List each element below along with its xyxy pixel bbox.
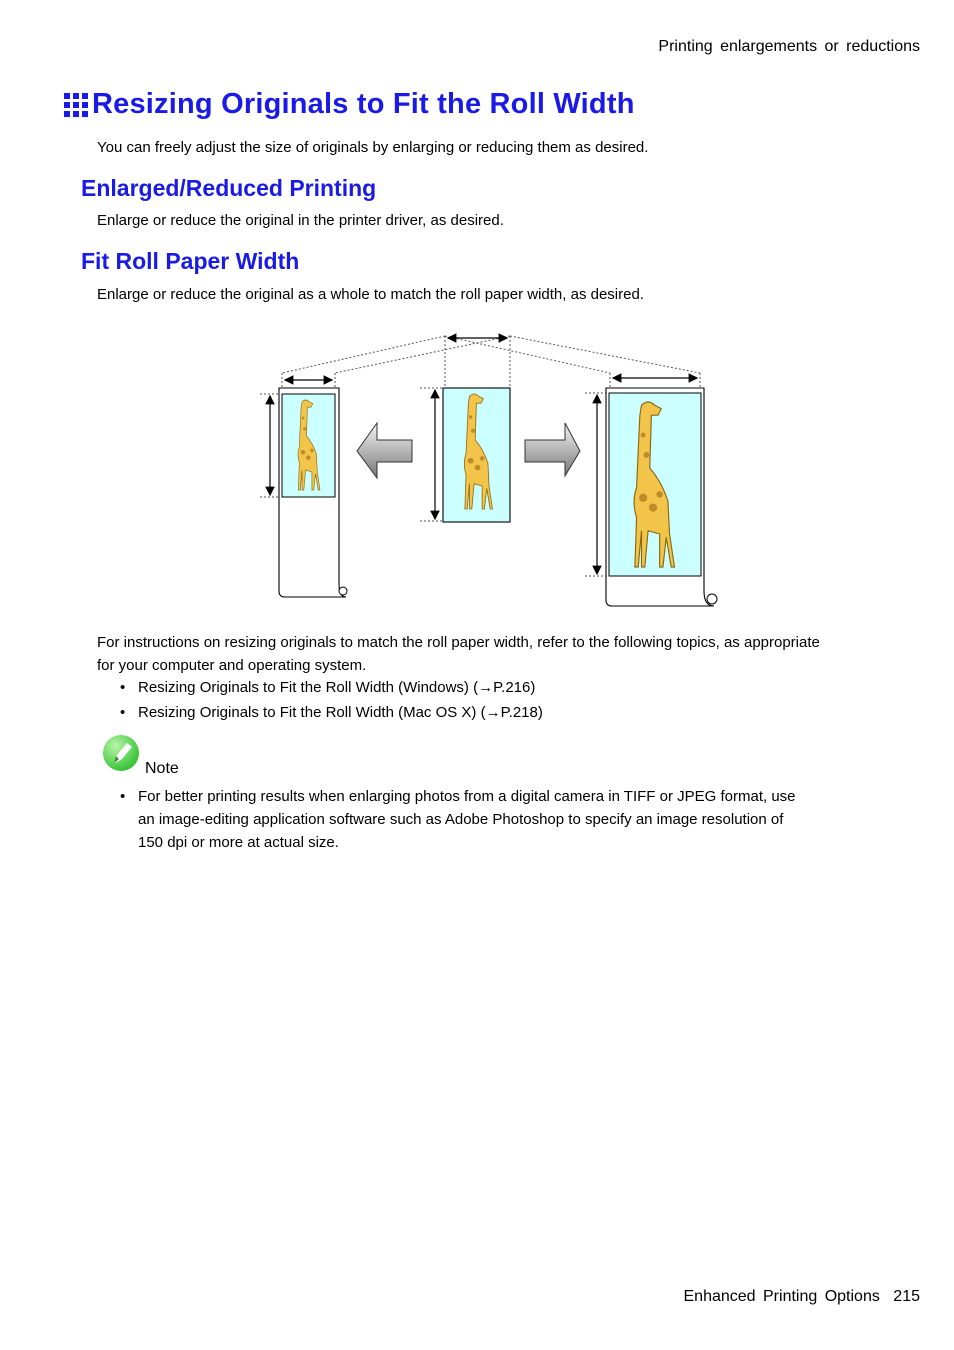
page-number: 215 [893, 1288, 920, 1305]
note-label: Note [145, 760, 179, 777]
page-title-block [64, 88, 635, 121]
section-heading-fit-roll: Fit Roll Paper Width [81, 248, 300, 274]
topic-link-list [120, 678, 543, 728]
intro-text: You can freely adjust the size of originals by enlarging or reducing them as desired. [97, 139, 649, 156]
note-text [138, 785, 796, 854]
instructions-text [97, 631, 897, 677]
running-header: Printing enlargements or reductions [658, 38, 920, 55]
bullet-icon: • [120, 679, 126, 696]
page-footer [684, 1288, 921, 1306]
list-item [120, 678, 543, 697]
section-heading-enlarged: Enlarged/Reduced Printing [81, 175, 377, 201]
list-item [120, 785, 860, 854]
grid-icon [64, 93, 88, 117]
section-text-enlarged: Enlarge or reduce the original in the printer driver, as desired. [97, 212, 504, 229]
list-item [120, 703, 543, 722]
note-block [101, 734, 179, 781]
page-title: Resizing Originals to Fit the Roll Width [92, 88, 635, 120]
note-line-2: an image-editing application software such as Adobe Photoshop to specify an image resolution of [138, 811, 784, 828]
right-arrow-icon [525, 423, 580, 476]
left-arrow-icon [357, 423, 412, 478]
instructions-line-1: For instructions on resizing originals to match the roll paper width, refer to the following topics, as appropriate [97, 634, 820, 651]
section-text-fit-roll: Enlarge or reduce the original as a whole to match the roll paper width, as desired. [97, 286, 644, 303]
fit-roll-width-illustration [215, 316, 735, 616]
topic-link-mac[interactable]: Resizing Originals to Fit the Roll Width (Mac OS X) (→P.218) [138, 704, 543, 721]
note-line-1: For better printing results when enlarging photos from a digital camera in TIFF or JPEG format, use [138, 788, 796, 805]
instructions-line-2: for your computer and operating system. [97, 657, 367, 674]
note-list [120, 785, 860, 860]
topic-link-windows[interactable]: Resizing Originals to Fit the Roll Width (Windows) (→P.216) [138, 679, 536, 696]
pencil-note-icon [101, 734, 143, 776]
note-line-3: 150 dpi or more at actual size. [138, 834, 339, 851]
bullet-icon: • [120, 788, 126, 805]
bullet-icon: • [120, 704, 126, 721]
footer-chapter: Enhanced Printing Options [683, 1288, 880, 1305]
